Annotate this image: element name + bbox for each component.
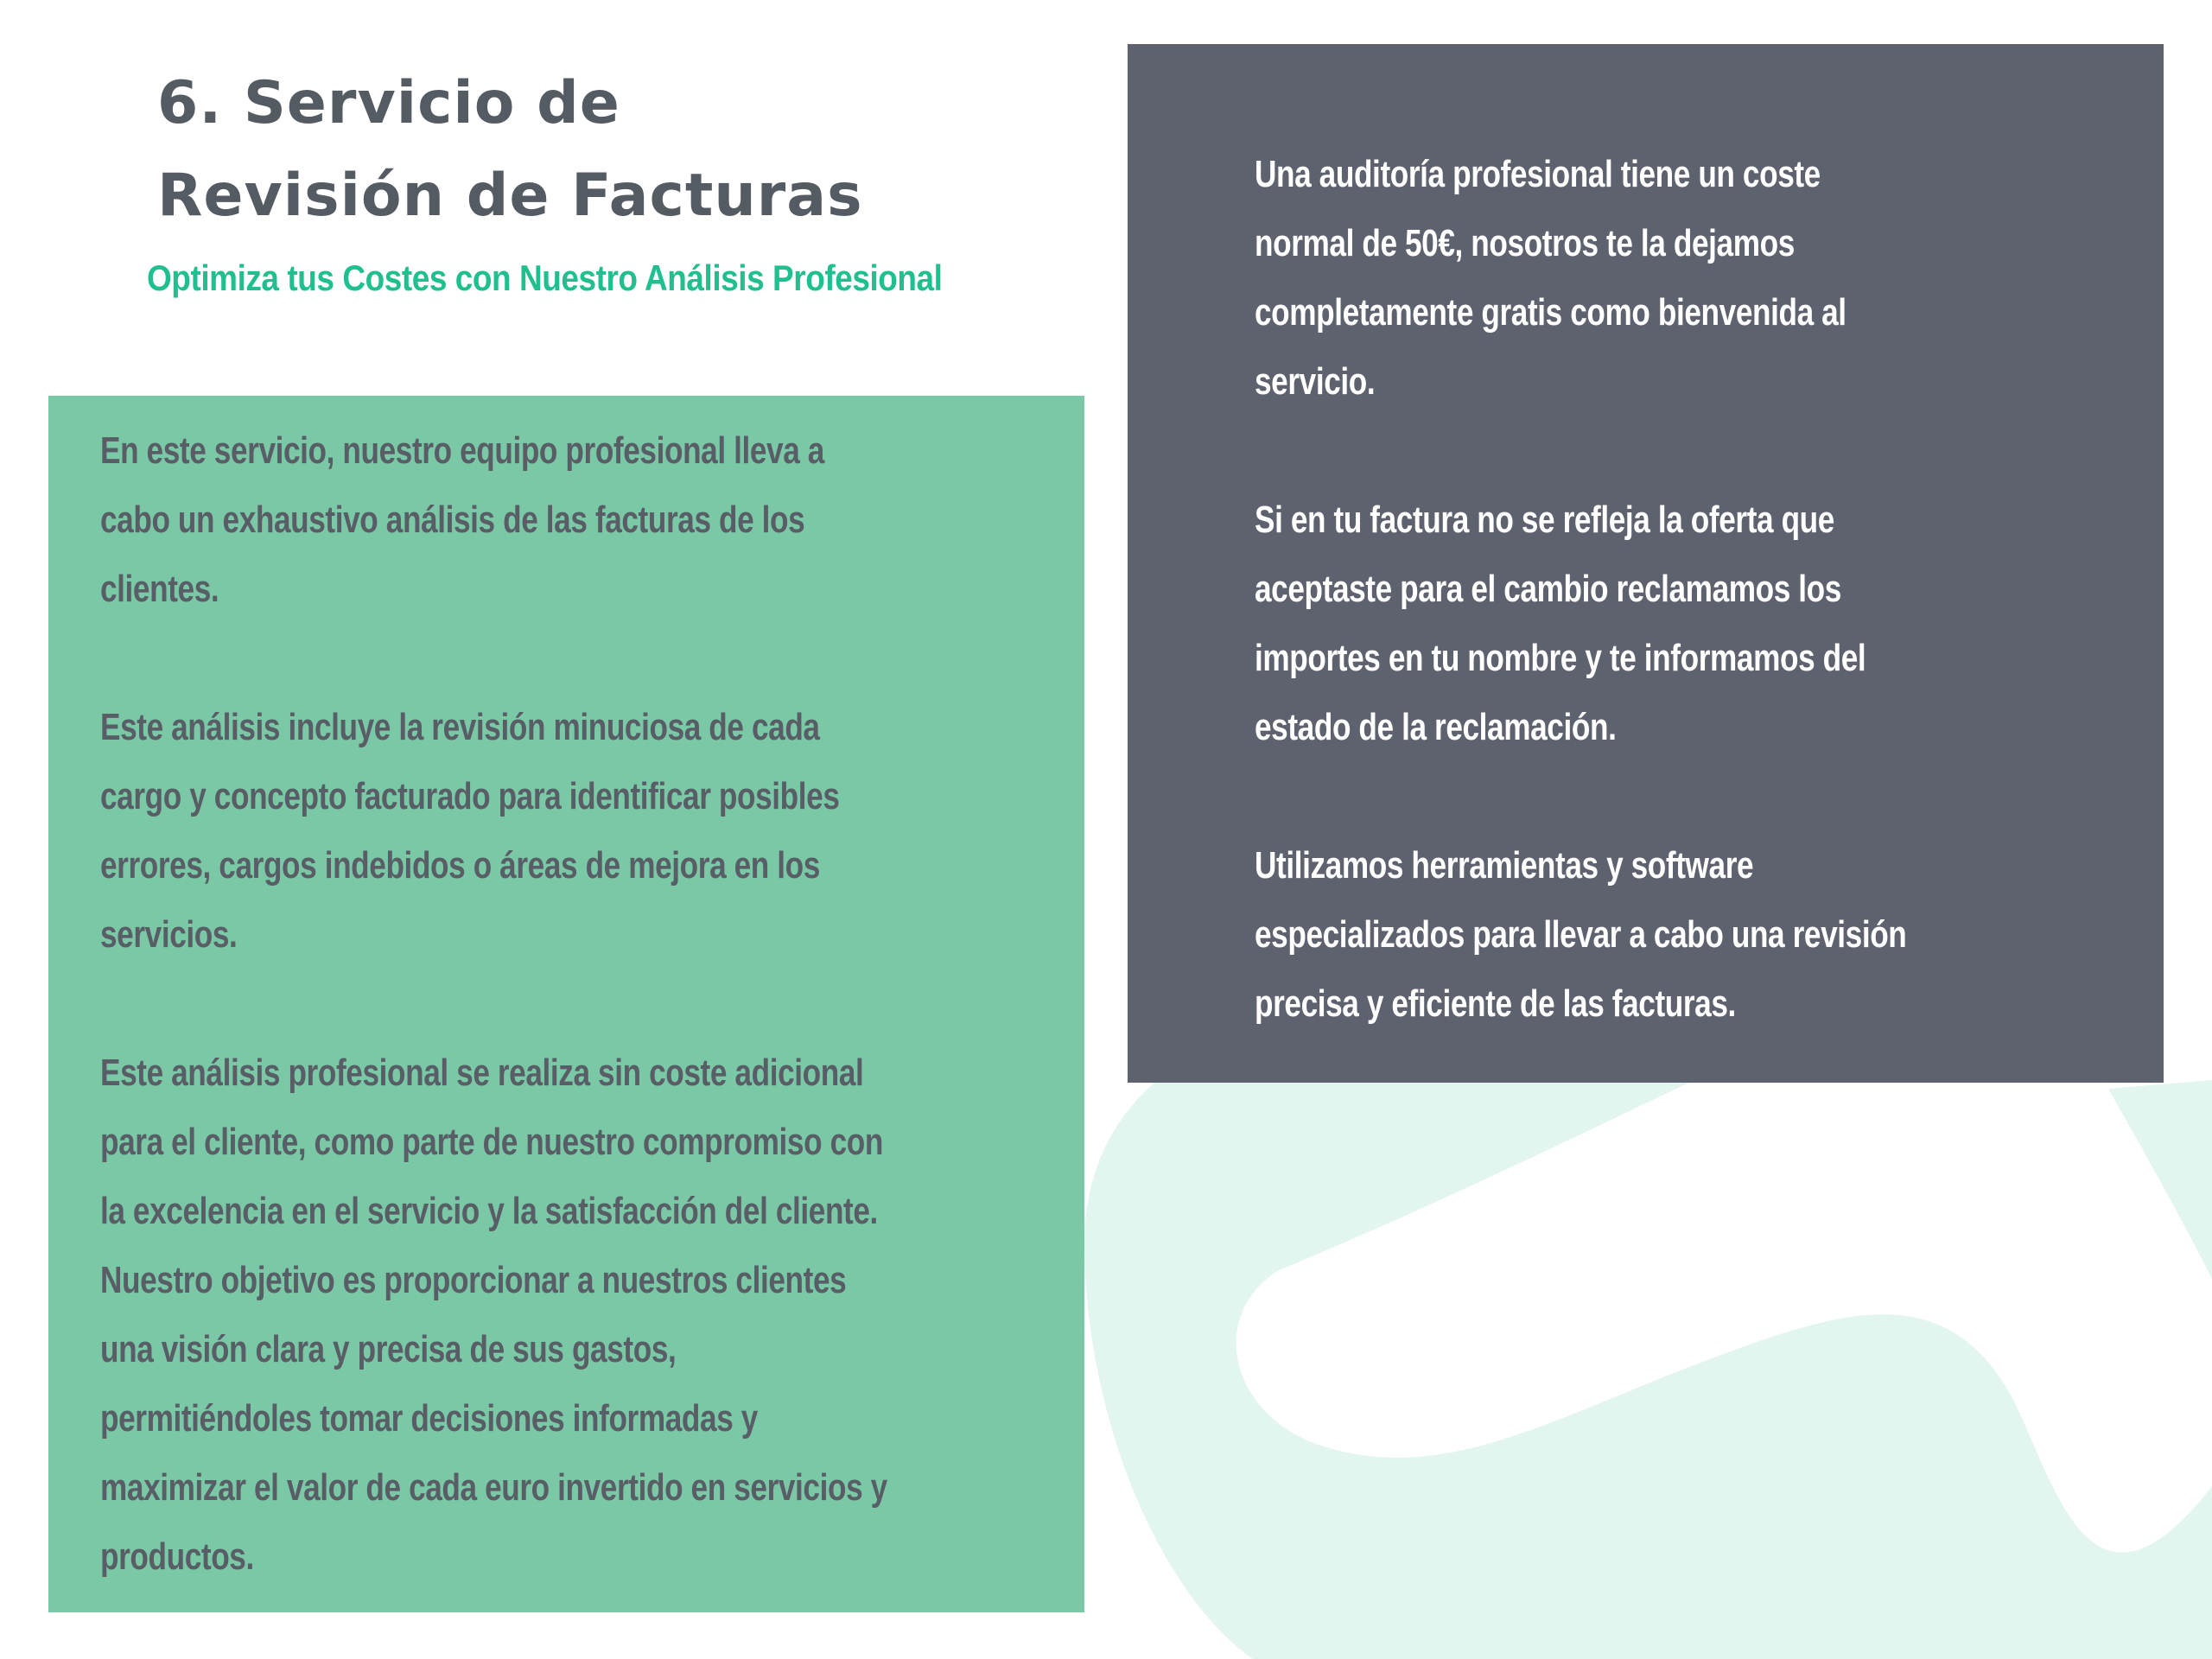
text-line: estado de la reclamación. bbox=[1255, 706, 1617, 748]
text-line: cabo un exhaustivo análisis de las facturas de los bbox=[100, 499, 805, 541]
text-line: aceptaste para el cambio reclamamos los bbox=[1255, 568, 1841, 610]
right-paragraph-2 bbox=[1255, 486, 1866, 762]
right-paragraph-1 bbox=[1255, 140, 1847, 416]
title-line-1: 6. Servicio de bbox=[157, 69, 620, 137]
text-line: servicio. bbox=[1255, 360, 1376, 403]
text-line: una visión clara y precisa de sus gastos, bbox=[100, 1328, 677, 1370]
text-line: Una auditoría profesional tiene un coste bbox=[1255, 153, 1821, 195]
text-line: permitiéndoles tomar decisiones informadas y bbox=[100, 1397, 758, 1440]
text-line: En este servicio, nuestro equipo profesional lleva a bbox=[100, 429, 824, 472]
left-paragraph-3 bbox=[100, 1039, 887, 1592]
text-line: para el cliente, como parte de nuestro compromiso con bbox=[100, 1121, 883, 1163]
right-paragraph-3 bbox=[1255, 831, 1906, 1039]
text-line: cargo y concepto facturado para identificar posibles bbox=[100, 775, 840, 817]
text-line: clientes. bbox=[100, 568, 219, 610]
text-line: Nuestro objetivo es proporcionar a nuestros clientes bbox=[100, 1259, 847, 1301]
text-line: la excelencia en el servicio y la satisfacción del cliente. bbox=[100, 1190, 878, 1232]
text-line: especializados para llevar a cabo una revisión bbox=[1255, 913, 1907, 956]
text-line: completamente gratis como bienvenida al bbox=[1255, 291, 1847, 334]
page-title bbox=[157, 57, 863, 242]
title-line-2: Revisión de Facturas bbox=[157, 162, 863, 230]
text-line: normal de 50€, nosotros te la dejamos bbox=[1255, 222, 1795, 264]
text-line: Si en tu factura no se refleja la oferta que bbox=[1255, 499, 1834, 541]
text-line: precisa y eficiente de las facturas. bbox=[1255, 982, 1736, 1025]
page-subtitle: Optimiza tus Costes con Nuestro Análisis Profesional bbox=[147, 257, 943, 298]
text-line: Este análisis incluye la revisión minuciosa de cada bbox=[100, 706, 820, 748]
text-line: productos. bbox=[100, 1535, 254, 1578]
left-paragraph-1 bbox=[100, 416, 824, 624]
text-line: errores, cargos indebidos o áreas de mejora en los bbox=[100, 844, 820, 887]
left-paragraph-2 bbox=[100, 693, 840, 969]
text-line: maximizar el valor de cada euro invertido en servicios y bbox=[100, 1466, 887, 1509]
text-line: Utilizamos herramientas y software bbox=[1255, 844, 1754, 887]
text-line: importes en tu nombre y te informamos del bbox=[1255, 637, 1866, 679]
text-line: Este análisis profesional se realiza sin coste adicional bbox=[100, 1052, 864, 1094]
text-line: servicios. bbox=[100, 913, 238, 956]
